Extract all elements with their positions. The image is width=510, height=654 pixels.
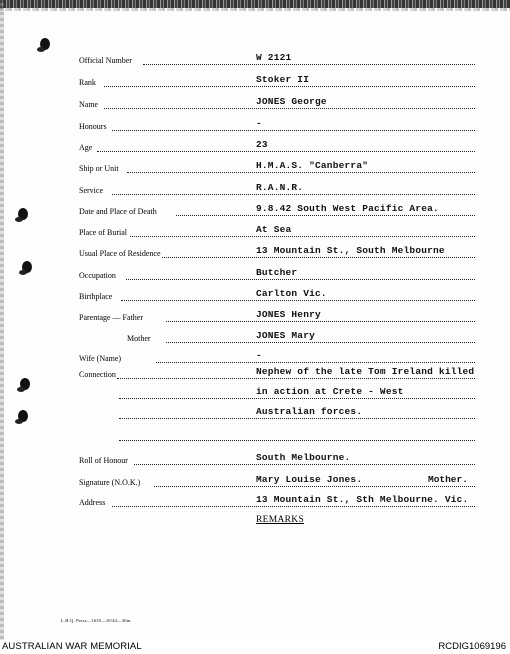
- form-row: [0, 50, 510, 70]
- field-value: W 2121: [256, 52, 292, 63]
- address-row: [0, 492, 510, 512]
- signature-relation: Mother.: [428, 474, 468, 485]
- archive-name: AUSTRALIAN WAR MEMORIAL: [2, 641, 142, 652]
- form-row: [0, 137, 510, 157]
- field-value: JONES George: [256, 96, 327, 107]
- dotted-line: [127, 172, 475, 173]
- field-value: -: [256, 118, 262, 129]
- dotted-line: [119, 398, 475, 399]
- dotted-line: [162, 257, 475, 258]
- field-label: Service: [79, 186, 103, 195]
- address-value: 13 Mountain St., Sth Melbourne. Vic.: [256, 494, 469, 505]
- dotted-line: [119, 440, 475, 441]
- field-value: At Sea: [256, 224, 292, 235]
- form-row: [0, 265, 510, 285]
- dotted-line: [104, 108, 475, 109]
- form-row: [0, 307, 510, 327]
- roll-of-honour-row: [0, 450, 510, 470]
- field-value: R.A.N.R.: [256, 182, 304, 193]
- signature-value: Mary Louise Jones.: [256, 474, 363, 485]
- form-row: [0, 328, 510, 348]
- form-row: [0, 201, 510, 221]
- dotted-line: [112, 194, 475, 195]
- field-value: H.M.A.S. "Canberra": [256, 160, 369, 171]
- field-label: Signature (N.O.K.): [79, 478, 141, 487]
- connection-line-1: Nephew of the late Tom Ireland killed: [256, 366, 475, 377]
- field-value: Butcher: [256, 267, 298, 278]
- dotted-line: [112, 130, 475, 131]
- form-row: [0, 243, 510, 263]
- field-value: JONES Mary: [256, 330, 316, 341]
- form-row: [0, 116, 510, 136]
- field-value: 23: [256, 139, 268, 150]
- field-label: Official Number: [79, 56, 132, 65]
- scan-edge-shadow: [0, 8, 510, 11]
- connection-line-2: in action at Crete - West: [256, 386, 404, 397]
- dotted-line: [176, 215, 475, 216]
- dotted-line: [143, 64, 475, 65]
- field-label: Rank: [79, 78, 96, 87]
- archive-footer: [0, 640, 510, 654]
- form-row: [0, 180, 510, 200]
- dotted-line: [104, 86, 475, 87]
- connection-row: [0, 428, 510, 448]
- form-row: [0, 348, 510, 368]
- field-label: Ship or Unit: [79, 164, 119, 173]
- dotted-line: [119, 418, 475, 419]
- dotted-line: [134, 464, 475, 465]
- connection-row: [0, 386, 510, 406]
- field-label: Honours: [79, 122, 107, 131]
- form-row: [0, 286, 510, 306]
- field-label: Address: [79, 498, 106, 507]
- punch-hole: [40, 38, 50, 50]
- form-row: [0, 222, 510, 242]
- remarks-heading: REMARKS: [256, 515, 305, 525]
- form-row: [0, 72, 510, 92]
- form-row: [0, 158, 510, 178]
- dotted-line: [97, 151, 475, 152]
- connection-row: [0, 406, 510, 426]
- dotted-line: [117, 378, 475, 379]
- field-label: Mother: [127, 334, 151, 343]
- field-value: 13 Mountain St., South Melbourne: [256, 245, 445, 256]
- field-label: Place of Burial: [79, 228, 127, 237]
- field-label: Age: [79, 143, 93, 152]
- field-label: Usual Place of Residence: [79, 249, 161, 258]
- signature-row: [0, 472, 510, 492]
- archive-reference: RCDIG1069196: [438, 641, 506, 652]
- field-label: Connection: [79, 370, 116, 379]
- field-value: Stoker II: [256, 74, 310, 85]
- scan-edge: [0, 0, 510, 8]
- connection-line-3: Australian forces.: [256, 406, 363, 417]
- field-label: Occupation: [79, 271, 116, 280]
- dotted-line: [126, 279, 475, 280]
- field-label: Parentage — Father: [79, 313, 143, 322]
- field-value: JONES Henry: [256, 309, 321, 320]
- field-label: Wife (Name): [79, 354, 122, 363]
- dotted-line: [112, 506, 475, 507]
- field-label: Name: [79, 100, 99, 109]
- dotted-line: [154, 486, 475, 487]
- field-value: Carlton Vic.: [256, 288, 327, 299]
- field-value: 9.8.42 South West Pacific Area.: [256, 203, 439, 214]
- dotted-line: [166, 342, 475, 343]
- field-label: Birthplace: [79, 292, 113, 301]
- field-value: -: [256, 350, 262, 361]
- field-label: Date and Place of Death: [79, 207, 157, 216]
- dotted-line: [166, 321, 475, 322]
- dotted-line: [121, 300, 475, 301]
- dotted-line: [156, 362, 475, 363]
- printer-note: L.H.Q. Press—1635—10/44—30m.: [61, 618, 132, 623]
- connection-row: [0, 366, 510, 386]
- field-label: Roll of Honour: [79, 456, 128, 465]
- roll-of-honour-value: South Melbourne.: [256, 452, 351, 463]
- dotted-line: [130, 236, 475, 237]
- form-row: [0, 94, 510, 114]
